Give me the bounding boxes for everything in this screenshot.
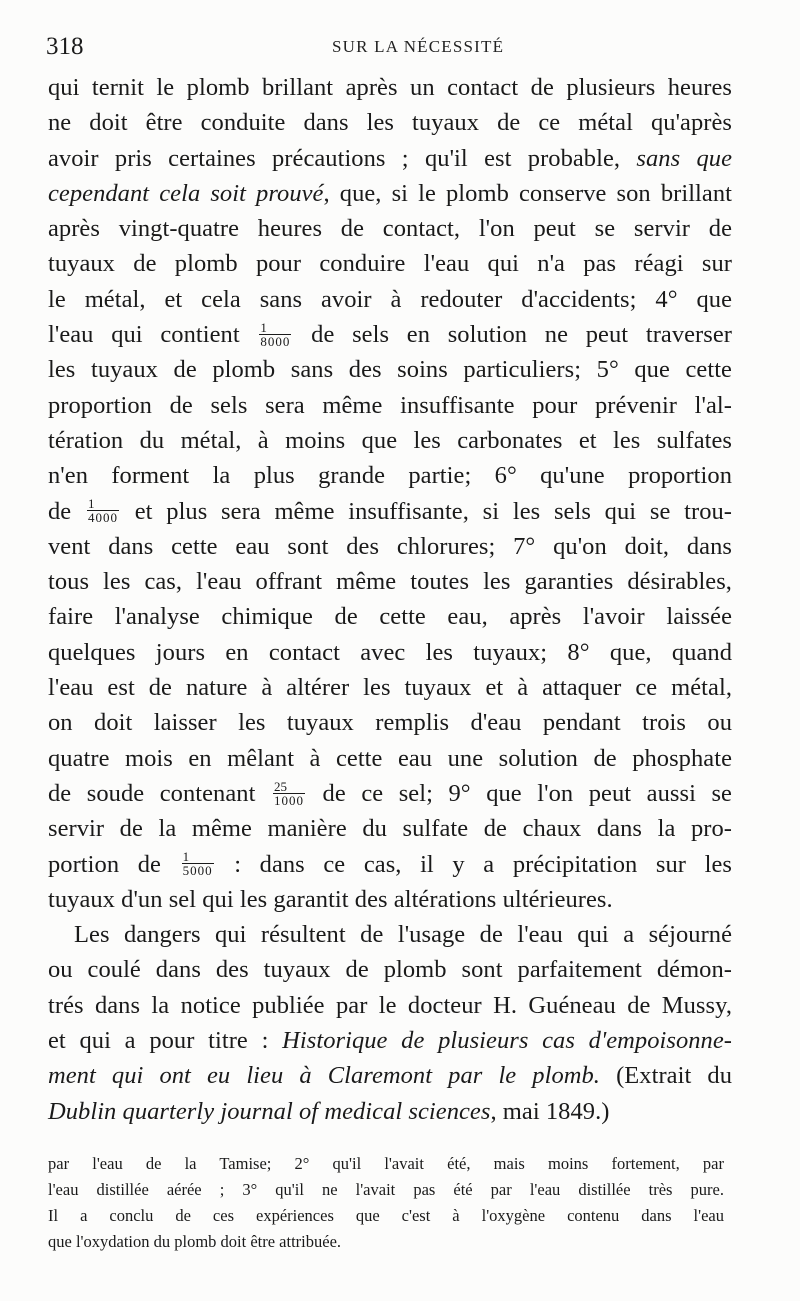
text-run: de ce sel; 9° que l'on peut aussi se — [306, 779, 732, 807]
text-run: de — [48, 497, 85, 525]
text-line: quelques jours en contact avec les tuyaux; 8° que, quand — [48, 638, 732, 666]
footnote-line: que l'oxydation du plomb doit être attribuée. — [48, 1232, 342, 1251]
text-run: : dans ce cas, il y a précipitation sur les — [215, 850, 732, 878]
text-line: proportion de sels sera même insuffisante pour prévenir l'al- — [48, 391, 732, 419]
text-line: servir de la même manière du sulfate de chaux dans la pro- — [48, 815, 732, 843]
paragraph — [48, 917, 732, 1129]
text-line: tous les cas, l'eau offrant même toutes les garanties désirables, — [48, 568, 732, 596]
text-run: , que, si le plomb conserve son brillant — [323, 179, 732, 207]
text-line: quatre mois en mêlant à cette eau une solution de phosphate — [48, 744, 732, 772]
footnote-line: Il a conclu de ces expériences que c'est à l'oxygène contenu dans l'eau — [48, 1206, 724, 1225]
text-line — [48, 141, 732, 176]
text-line: Les dangers qui résultent de l'usage de l'eau qui a séjourné — [74, 921, 732, 949]
text-line: trés dans la notice publiée par le docteur H. Guéneau de Mussy, — [48, 991, 732, 1019]
footnote-line: par l'eau de la Tamise; 2° qu'il l'avait été, mais moins fortement, par — [48, 1154, 724, 1173]
italic-text: ment qui ont eu lieu à Claremont par le plomb. — [48, 1062, 600, 1090]
fraction-numerator: 1 — [259, 321, 291, 335]
text-run: et qui a pour titre : — [48, 1027, 283, 1055]
text-line: tération du métal, à moins que les carbonates et les sulfates — [48, 426, 732, 454]
text-line: ou coulé dans des tuyaux de plomb sont parfaitement démon- — [48, 956, 732, 984]
text-line — [48, 1058, 732, 1093]
fraction-denominator: 5000 — [182, 863, 213, 879]
fraction — [259, 321, 291, 348]
text-run: de soude contenant — [48, 779, 271, 807]
text-line: vent dans cette eau sont des chlorures; 7° qu'on doit, dans — [48, 532, 732, 560]
italic-text: cependant cela soit prouvé — [48, 179, 324, 207]
text-run: l'eau qui contient — [48, 321, 258, 349]
text-run: portion de — [48, 850, 180, 878]
text-line: après vingt-quatre heures de contact, l'on peut se servir de — [48, 215, 732, 243]
text-line: n'en forment la plus grande partie; 6° qu'une proportion — [48, 462, 732, 490]
text-line: faire l'analyse chimique de cette eau, après l'avoir laissée — [48, 603, 732, 631]
text-run: avoir pris certaines précautions ; qu'il est probable, — [48, 144, 637, 172]
text-line: les tuyaux de plomb sans des soins particuliers; 5° que cette — [48, 356, 732, 384]
fraction — [273, 780, 305, 807]
text-line: qui ternit le plomb brillant après un contact de plusieurs heures — [48, 74, 732, 101]
text-line: tuyaux d'un sel qui les garantit des altérations ultérieures. — [48, 885, 613, 913]
fraction-denominator: 8000 — [260, 333, 291, 349]
fraction — [182, 850, 214, 877]
main-text — [48, 70, 732, 1129]
fraction-numerator: 1 — [87, 497, 119, 511]
footnote — [48, 1151, 724, 1255]
paragraph-continued — [48, 70, 732, 917]
text-line — [48, 847, 732, 882]
text-line: on doit laisser les tuyaux remplis d'eau pendant trois ou — [48, 709, 732, 737]
text-line — [48, 1023, 732, 1058]
footnote-line: l'eau distillée aérée ; 3° qu'il ne l'avait pas été par l'eau distillée très pure. — [48, 1180, 724, 1199]
text-line — [48, 317, 732, 352]
page-header — [46, 30, 730, 64]
text-line — [48, 776, 732, 811]
text-line — [48, 176, 732, 211]
fraction-denominator: 4000 — [87, 510, 118, 526]
text-line — [48, 494, 732, 529]
text-run: (Extrait du — [599, 1062, 732, 1090]
text-line: ne doit être conduite dans les tuyaux de ce métal qu'après — [48, 109, 732, 137]
text-line: tuyaux de plomb pour conduire l'eau qui n'a pas réagi sur — [48, 250, 732, 278]
text-line — [48, 1094, 732, 1129]
text-line: le métal, et cela sans avoir à redouter d'accidents; 4° que — [48, 285, 732, 313]
running-head: SUR LA NÉCESSITÉ — [332, 37, 505, 56]
italic-text: Dublin quarterly journal of medical sciences — [48, 1097, 491, 1125]
italic-text: Historique de plusieurs cas d'empoisonne- — [282, 1027, 732, 1055]
fraction-numerator: 25 — [273, 780, 305, 794]
text-run: et plus sera même insuffisante, si les sels qui se trou- — [120, 497, 733, 525]
fraction-numerator: 1 — [182, 850, 214, 864]
text-run: , mai 1849.) — [490, 1097, 610, 1125]
fraction — [87, 497, 119, 524]
text-run: de sels en solution ne peut traverser — [293, 321, 732, 349]
fraction-denominator: 1000 — [273, 792, 304, 808]
italic-text: sans que — [636, 144, 733, 172]
text-line: l'eau est de nature à altérer les tuyaux et à attaquer ce métal, — [48, 674, 732, 702]
page-number: 318 — [46, 33, 84, 60]
